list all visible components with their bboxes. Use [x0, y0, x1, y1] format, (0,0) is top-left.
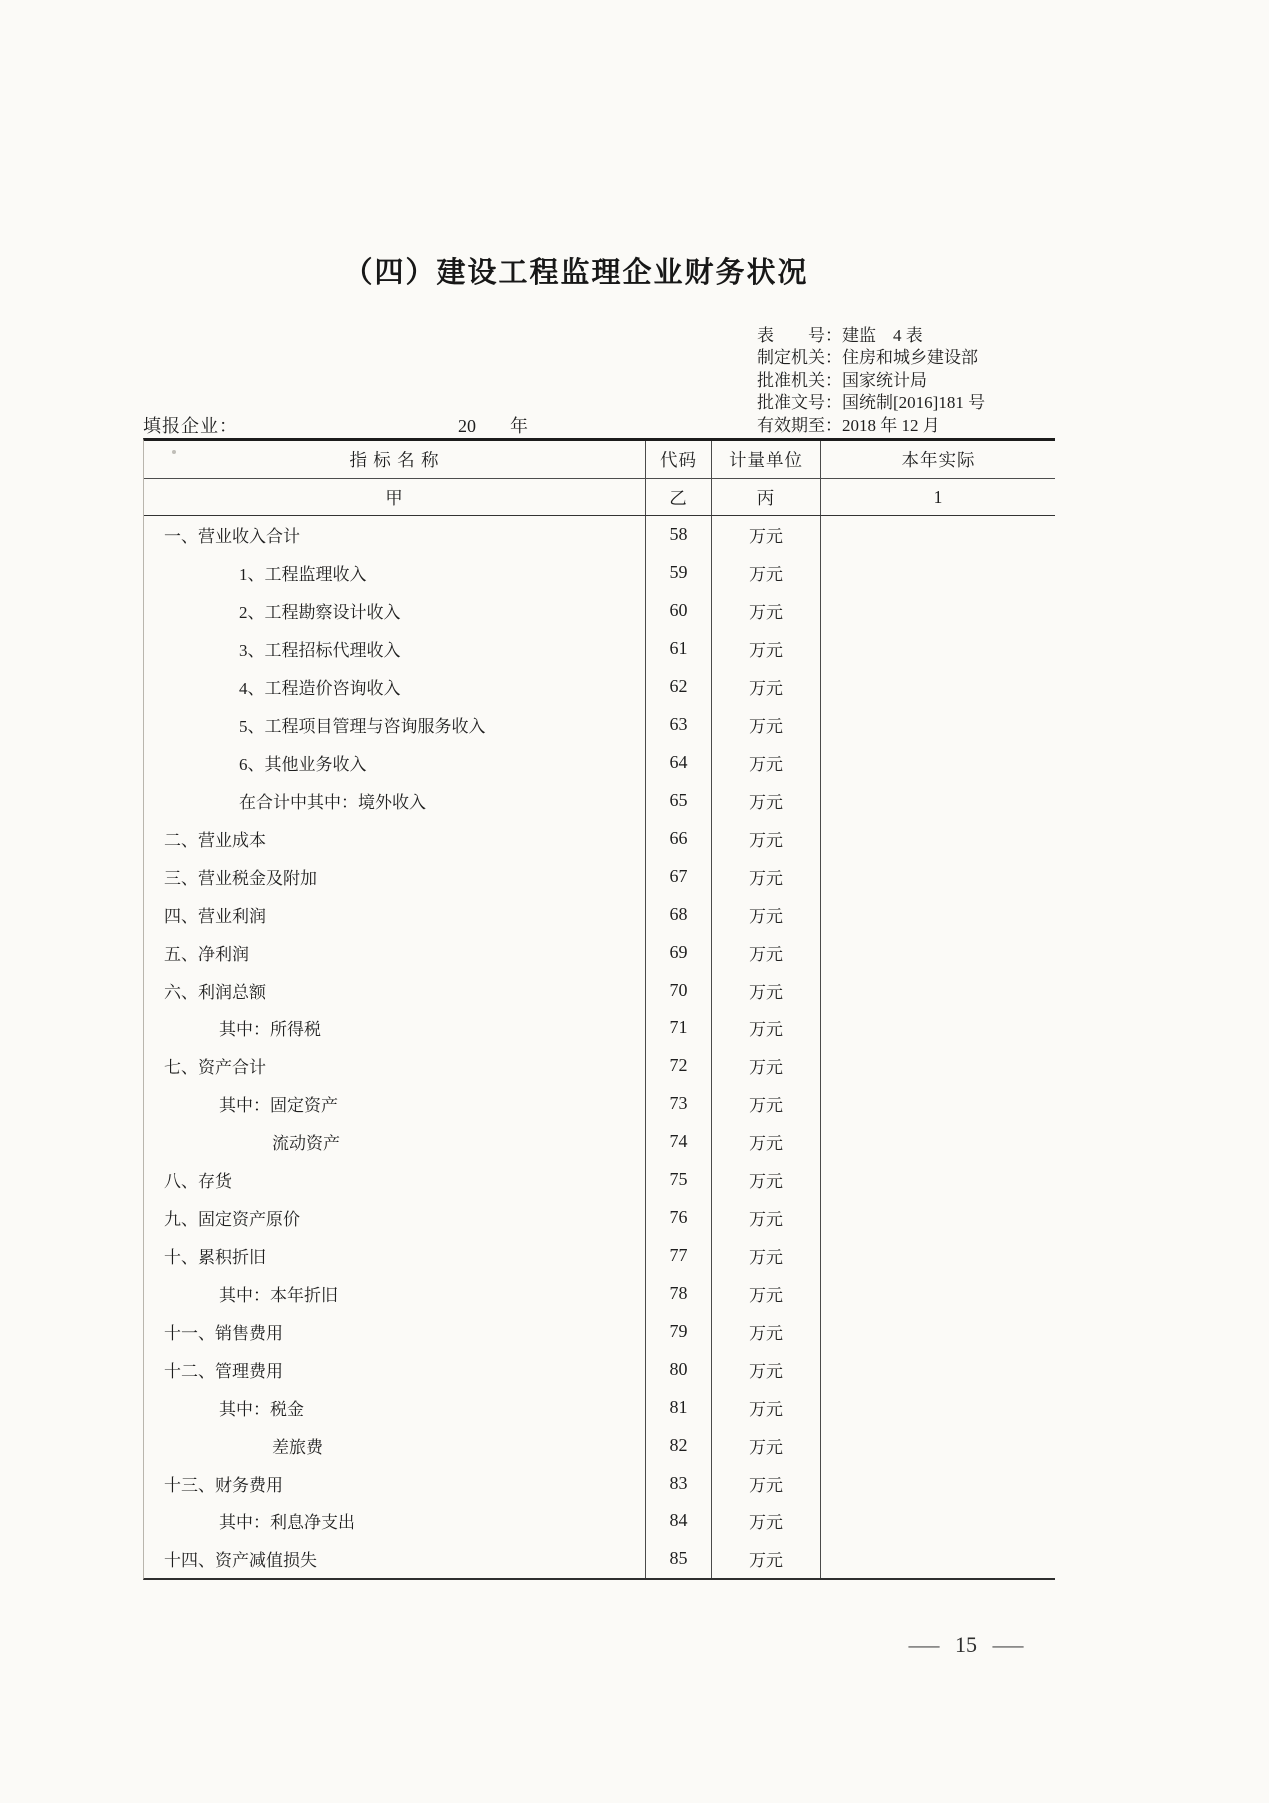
table-row [144, 1047, 1055, 1085]
indicator-name-cell: 其中：利息净支出 [219, 1513, 355, 1533]
indicator-name-cell: 九、固定资产原价 [164, 1210, 300, 1230]
current-year-actual-cell [820, 1502, 1056, 1540]
current-year-actual-cell [820, 516, 1056, 554]
table-row [144, 1009, 1055, 1047]
table-row [144, 1274, 1055, 1312]
subheader-bing: 丙 [711, 479, 820, 515]
current-year-actual-cell [820, 554, 1056, 592]
table-row [144, 706, 1055, 744]
form-meta-line [757, 347, 985, 369]
indicator-name-cell: 其中：所得税 [219, 1020, 321, 1040]
current-year-actual-cell [820, 1123, 1056, 1161]
page-number [908, 1632, 1024, 1658]
indicator-name-cell: 差旅费 [272, 1437, 323, 1457]
current-year-actual-cell [820, 1350, 1056, 1388]
indicator-name-cell: 六、利润总额 [164, 982, 266, 1002]
unit-cell: 万元 [711, 744, 820, 782]
code-cell: 70 [645, 971, 711, 1009]
unit-cell: 万元 [711, 1199, 820, 1237]
form-meta-line [757, 392, 985, 414]
subheader-yi: 乙 [645, 479, 711, 515]
code-cell: 66 [645, 819, 711, 857]
unit-cell: 万元 [711, 1085, 820, 1123]
code-cell: 78 [645, 1274, 711, 1312]
table-row [144, 630, 1055, 668]
table-row [144, 1161, 1055, 1199]
code-cell: 79 [645, 1312, 711, 1350]
table-row [144, 1350, 1055, 1388]
unit-cell: 万元 [711, 1464, 820, 1502]
table-row [144, 554, 1055, 592]
indicator-name-cell: 十、累积折旧 [164, 1247, 266, 1267]
unit-cell: 万元 [711, 554, 820, 592]
form-meta-label: 有效期至： [757, 415, 842, 435]
indicator-name-cell: 其中：本年折旧 [219, 1285, 338, 1305]
table-row [144, 744, 1055, 782]
current-year-actual-cell [820, 971, 1056, 1009]
unit-cell: 万元 [711, 781, 820, 819]
form-meta-line [757, 325, 985, 347]
unit-cell: 万元 [711, 1123, 820, 1161]
current-year-actual-cell [820, 819, 1056, 857]
form-meta-label: 批准文号： [757, 393, 842, 413]
indicator-name-cell: 1、工程监理收入 [239, 565, 367, 585]
form-meta-value: 2018 年 12 月 [842, 415, 940, 435]
form-meta-label: 制定机关： [757, 348, 842, 368]
indicator-name-cell: 三、营业税金及附加 [164, 868, 317, 888]
code-cell: 72 [645, 1047, 711, 1085]
indicator-name-cell: 2、工程勘察设计收入 [239, 603, 401, 623]
unit-cell: 万元 [711, 1009, 820, 1047]
code-cell: 80 [645, 1350, 711, 1388]
indicator-name-cell: 4、工程造价咨询收入 [239, 679, 401, 699]
table-subheader-row [144, 479, 1055, 516]
indicator-name-cell: 其中：固定资产 [219, 1096, 338, 1116]
page-number-dash-right: — [992, 1632, 1024, 1657]
current-year-actual-cell [820, 933, 1056, 971]
form-meta-block [757, 325, 985, 437]
table-row [144, 592, 1055, 630]
report-year-text [458, 412, 528, 438]
indicator-name-cell: 6、其他业务收入 [239, 754, 367, 774]
unit-cell: 万元 [711, 1161, 820, 1199]
unit-cell: 万元 [711, 1388, 820, 1426]
form-meta-label: 批准机关： [757, 370, 842, 390]
current-year-actual-cell [820, 1312, 1056, 1350]
indicator-name-cell: 五、净利润 [164, 944, 249, 964]
indicator-name-cell: 其中：税金 [219, 1399, 304, 1419]
current-year-actual-cell [820, 1464, 1056, 1502]
form-meta-value: 国统制[2016]181 号 [842, 393, 986, 413]
unit-cell: 万元 [711, 1312, 820, 1350]
unit-cell: 万元 [711, 630, 820, 668]
current-year-actual-cell [820, 1199, 1056, 1237]
form-meta-label: 表 号： [757, 326, 842, 345]
indicator-name-cell: 四、营业利润 [164, 906, 266, 926]
unit-cell: 万元 [711, 668, 820, 706]
current-year-actual-cell [820, 1047, 1056, 1085]
code-cell: 69 [645, 933, 711, 971]
table-row [144, 516, 1055, 554]
table-row [144, 1085, 1055, 1123]
current-year-actual-cell [820, 1540, 1056, 1578]
current-year-actual-cell [820, 630, 1056, 668]
current-year-actual-cell [820, 1426, 1056, 1464]
indicator-name-cell: 在合计中其中：境外收入 [239, 792, 426, 812]
code-cell: 73 [645, 1085, 711, 1123]
unit-cell: 万元 [711, 819, 820, 857]
indicator-name-cell: 流动资产 [272, 1134, 340, 1154]
page-title: （四）建设工程监理企业财务状况 [343, 257, 809, 289]
financial-indicators-table [143, 438, 1055, 1580]
current-year-actual-cell [820, 781, 1056, 819]
indicator-name-cell: 5、工程项目管理与咨询服务收入 [239, 717, 486, 737]
unit-cell: 万元 [711, 1540, 820, 1578]
code-cell: 59 [645, 554, 711, 592]
table-row [144, 1388, 1055, 1426]
table-header-row [144, 441, 1055, 479]
indicator-name-cell: 十三、财务费用 [164, 1475, 283, 1495]
current-year-actual-cell [820, 1237, 1056, 1275]
code-cell: 77 [645, 1237, 711, 1275]
subheader-1: 1 [820, 479, 1056, 515]
unit-cell: 万元 [711, 592, 820, 630]
table-row [144, 781, 1055, 819]
unit-cell: 万元 [711, 1350, 820, 1388]
current-year-actual-cell [820, 668, 1056, 706]
header-unit: 计量单位 [711, 441, 820, 478]
indicator-name-cell: 十四、资产减值损失 [164, 1551, 317, 1571]
table-row [144, 1312, 1055, 1350]
header-code: 代码 [645, 441, 711, 478]
current-year-actual-cell [820, 744, 1056, 782]
form-meta-line [757, 415, 985, 437]
table-row [144, 971, 1055, 1009]
current-year-actual-cell [820, 1388, 1056, 1426]
code-cell: 58 [645, 516, 711, 554]
indicator-name-cell: 3、工程招标代理收入 [239, 641, 401, 661]
code-cell: 67 [645, 857, 711, 895]
header-current-year-actual: 本年实际 [820, 441, 1056, 478]
reporting-entity-line [143, 412, 238, 438]
page-number-dash-left: — [908, 1632, 940, 1657]
unit-cell: 万元 [711, 895, 820, 933]
indicator-name-cell: 十二、管理费用 [164, 1361, 283, 1381]
subheader-jia: 甲 [385, 487, 404, 508]
current-year-actual-cell [820, 1009, 1056, 1047]
indicator-name-cell: 八、存货 [164, 1172, 232, 1192]
current-year-actual-cell [820, 592, 1056, 630]
table-row [144, 668, 1055, 706]
code-cell: 68 [645, 895, 711, 933]
table-body [144, 516, 1055, 1578]
current-year-actual-cell [820, 1274, 1056, 1312]
code-cell: 64 [645, 744, 711, 782]
table-row [144, 895, 1055, 933]
code-cell: 75 [645, 1161, 711, 1199]
reporting-entity-label: 填报企业： [143, 416, 238, 436]
code-cell: 83 [645, 1464, 711, 1502]
table-row [144, 857, 1055, 895]
current-year-actual-cell [820, 1161, 1056, 1199]
code-cell: 84 [645, 1502, 711, 1540]
current-year-actual-cell [820, 706, 1056, 744]
form-meta-line [757, 370, 985, 392]
table-row [144, 1464, 1055, 1502]
unit-cell: 万元 [711, 1274, 820, 1312]
table-row [144, 1540, 1055, 1578]
indicator-name-cell: 十一、销售费用 [164, 1323, 283, 1343]
report-year-prefix: 20 [458, 416, 476, 436]
code-cell: 81 [645, 1388, 711, 1426]
unit-cell: 万元 [711, 1502, 820, 1540]
unit-cell: 万元 [711, 971, 820, 1009]
code-cell: 60 [645, 592, 711, 630]
current-year-actual-cell [820, 1085, 1056, 1123]
table-row [144, 1199, 1055, 1237]
code-cell: 85 [645, 1540, 711, 1578]
code-cell: 76 [645, 1199, 711, 1237]
table-row [144, 819, 1055, 857]
unit-cell: 万元 [711, 516, 820, 554]
table-row [144, 1502, 1055, 1540]
unit-cell: 万元 [711, 933, 820, 971]
indicator-name-cell: 二、营业成本 [164, 830, 266, 850]
form-meta-value: 住房和城乡建设部 [842, 348, 978, 368]
unit-cell: 万元 [711, 857, 820, 895]
report-year-suffix: 年 [510, 416, 528, 436]
form-meta-value: 国家统计局 [842, 370, 927, 390]
unit-cell: 万元 [711, 1047, 820, 1085]
unit-cell: 万元 [711, 706, 820, 744]
code-cell: 62 [645, 668, 711, 706]
table-row [144, 1123, 1055, 1161]
indicator-name-cell: 七、资产合计 [164, 1058, 266, 1078]
code-cell: 71 [645, 1009, 711, 1047]
code-cell: 82 [645, 1426, 711, 1464]
indicator-name-cell: 一、营业收入合计 [164, 527, 300, 547]
table-row [144, 933, 1055, 971]
current-year-actual-cell [820, 895, 1056, 933]
current-year-actual-cell [820, 857, 1056, 895]
unit-cell: 万元 [711, 1426, 820, 1464]
unit-cell: 万元 [711, 1237, 820, 1275]
page-number-value: 15 [955, 1632, 977, 1657]
code-cell: 65 [645, 781, 711, 819]
code-cell: 61 [645, 630, 711, 668]
form-meta-value: 建监 4 表 [842, 326, 923, 345]
table-row [144, 1426, 1055, 1464]
table-row [144, 1237, 1055, 1275]
header-indicator-name: 指 标 名 称 [349, 450, 440, 470]
code-cell: 63 [645, 706, 711, 744]
code-cell: 74 [645, 1123, 711, 1161]
